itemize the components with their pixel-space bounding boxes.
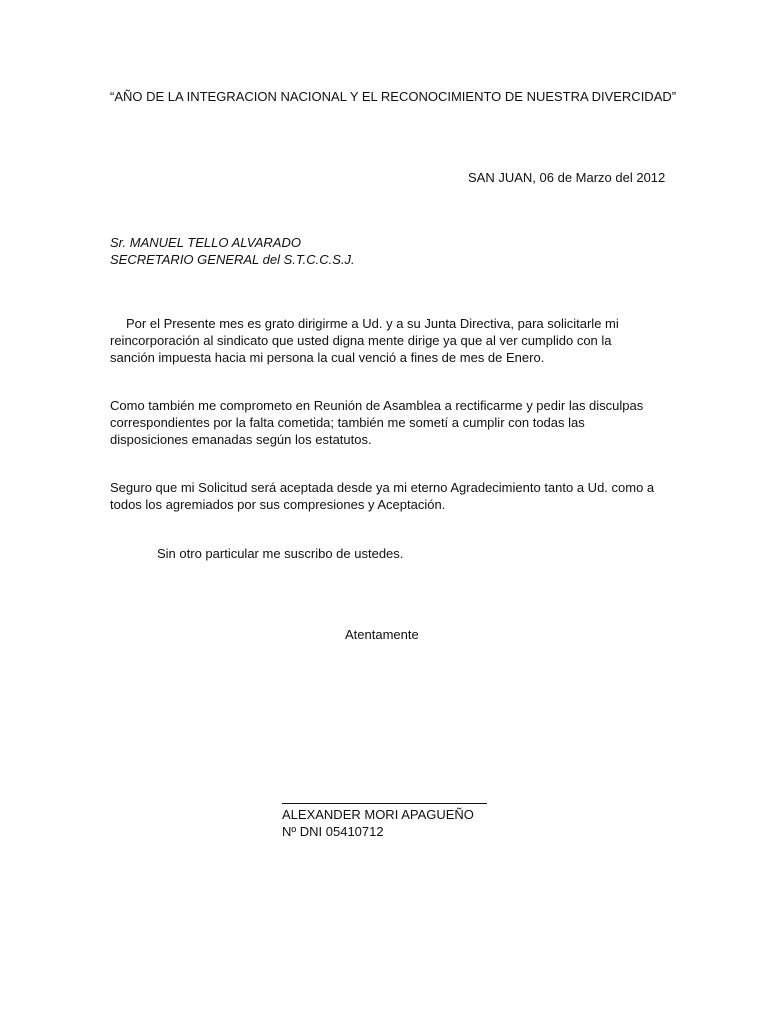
motto-header: “AÑO DE LA INTEGRACION NACIONAL Y EL RECONOCIMIENTO DE NUESTRA DIVERCIDAD” — [110, 89, 677, 104]
recipient-title: SECRETARIO GENERAL del S.T.C.C.S.J. — [110, 252, 355, 267]
paragraph-1-line-1: Por el Presente mes es grato dirigirme a Ud. y a su Junta Directiva, para solicitarle mi — [126, 316, 619, 331]
paragraph-4: Sin otro particular me suscribo de ustedes. — [157, 546, 404, 561]
signer-id: Nº DNI 05410712 — [282, 824, 384, 839]
paragraph-2-line-2: correspondientes por la falta cometida; también me sometí a cumplir con todas las — [110, 415, 585, 430]
paragraph-3 — [110, 479, 654, 513]
paragraph-2 — [110, 397, 643, 448]
recipient-name: Sr. MANUEL TELLO ALVARADO — [110, 235, 301, 250]
signer-name: ALEXANDER MORI APAGUEÑO — [282, 807, 474, 822]
paragraph-2-line-1: Como también me comprometo en Reunión de Asamblea a rectificarme y pedir las disculpas — [110, 398, 644, 413]
paragraph-3-line-2: todos los agremiados por sus compresiones y Aceptación. — [110, 497, 446, 512]
paragraph-3-line-1: Seguro que mi Solicitud será aceptada desde ya mi eterno Agradecimiento tanto a Ud. como a — [110, 480, 655, 495]
signature-line — [282, 803, 487, 804]
place-date: SAN JUAN, 06 de Marzo del 2012 — [468, 170, 666, 185]
paragraph-1 — [110, 315, 619, 366]
closing: Atentamente — [345, 627, 419, 642]
paragraph-1-line-2: reincorporación al sindicato que usted digna mente dirige ya que al ver cumplido con la — [110, 333, 612, 348]
paragraph-1-line-3: sanción impuesta hacia mi persona la cual venció a fines de mes de Enero. — [110, 350, 545, 365]
paragraph-2-line-3: disposiciones emanadas según los estatutos. — [110, 432, 372, 447]
